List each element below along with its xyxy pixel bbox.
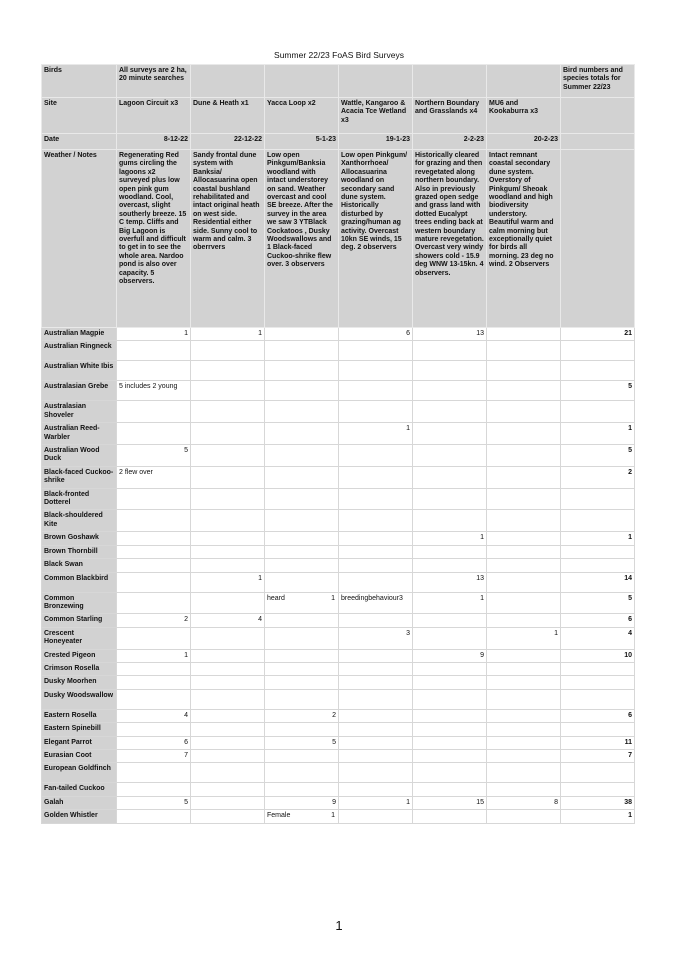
count-cell (265, 545, 339, 558)
bird-name: Eastern Spinebill (42, 723, 117, 736)
count-cell (191, 709, 265, 722)
count-cell (265, 510, 339, 532)
count-cell: 9 (265, 796, 339, 809)
count-cell (487, 510, 561, 532)
header-row-weather (42, 150, 635, 328)
count-cell (413, 423, 487, 445)
count-cell (265, 662, 339, 675)
count-cell (191, 749, 265, 762)
count-cell: 2 (265, 709, 339, 722)
count-cell: 3 (339, 627, 413, 649)
count-cell (117, 676, 191, 689)
total-cell (561, 763, 635, 783)
bird-name: Golden Whistler (42, 810, 117, 823)
survey-date: 19-1-23 (339, 134, 413, 150)
count-cell (487, 466, 561, 488)
weather-note: Low open Pinkgum/Banksia woodland with intact understorey on sand. Weather overcast and cool SE breeze. After the survey in the area we saw 3 YTBlack Cockatoos , Dusky Woodswallows and 1 Black-faced Cuckoo-shrike flew over. 3 observers (265, 150, 339, 328)
count-cell (413, 466, 487, 488)
count-cell (487, 783, 561, 796)
count-cell (487, 749, 561, 762)
count-cell (487, 532, 561, 545)
count-cell (191, 510, 265, 532)
count-cell: 4 (117, 709, 191, 722)
count-cell (339, 723, 413, 736)
total-cell: 5 (561, 381, 635, 401)
count-cell (413, 545, 487, 558)
count-cell (117, 423, 191, 445)
count-cell (191, 545, 265, 558)
header-row-site (42, 98, 635, 134)
total-cell (561, 689, 635, 709)
count-cell (265, 689, 339, 709)
totals-header: Bird numbers and species totals for Summer 22/23 (561, 65, 635, 98)
count-cell: 9 (413, 649, 487, 662)
count-cell (117, 763, 191, 783)
count-cell (265, 723, 339, 736)
bird-name: Dusky Woodswallow (42, 689, 117, 709)
count-cell (339, 676, 413, 689)
count-cell (339, 749, 413, 762)
site-name: Dune & Heath x1 (191, 98, 265, 134)
count-cell (487, 736, 561, 749)
count-cell (339, 532, 413, 545)
table-row (42, 466, 635, 488)
count-cell (339, 709, 413, 722)
total-cell: 7 (561, 749, 635, 762)
table-row (42, 689, 635, 709)
total-cell (561, 488, 635, 510)
bird-name: Common Blackbird (42, 572, 117, 592)
count-cell (191, 488, 265, 510)
count-cell (413, 763, 487, 783)
count-cell: 1 (413, 592, 487, 614)
count-cell (265, 572, 339, 592)
count-cell (191, 649, 265, 662)
total-cell (561, 341, 635, 361)
table-row (42, 736, 635, 749)
table-row (42, 662, 635, 675)
count-cell (191, 532, 265, 545)
count-cell (339, 572, 413, 592)
table-row (42, 614, 635, 627)
count-cell (487, 709, 561, 722)
count-cell (487, 676, 561, 689)
count-cell (191, 559, 265, 572)
count-cell: 6 (339, 328, 413, 341)
total-cell (561, 510, 635, 532)
bird-name: Fan-tailed Cuckoo (42, 783, 117, 796)
count-cell: 1 (339, 796, 413, 809)
bird-name: Crimson Rosella (42, 662, 117, 675)
count-cell (265, 763, 339, 783)
count-cell (265, 423, 339, 445)
count-cell (117, 510, 191, 532)
count-cell: 13 (413, 572, 487, 592)
count-cell (191, 381, 265, 401)
table-row (42, 592, 635, 614)
weather-note: Regenerating Red gums circling the lagoons x2 surveyed plus low open pink gum woodland. Cool, overcast, slight southerly breeze. 15 C temp. Cliffs and Big Lagoon is overfull and difficult to get in to see the whole area. Nardoo pond is also over capacity. 5 observers. (117, 150, 191, 328)
count-cell: 1 (117, 649, 191, 662)
count-cell (413, 488, 487, 510)
count-cell (191, 341, 265, 361)
count-cell (339, 649, 413, 662)
weather-note: Sandy frontal dune system with Banksia/ Allocasuarina open coastal bushland rehabilitated and intact original heath on west side. Residential either side. Sunny cool to warm and calm. 3 oberrvers (191, 150, 265, 328)
total-cell (561, 723, 635, 736)
count-cell (117, 559, 191, 572)
bird-name: Dusky Moorhen (42, 676, 117, 689)
date-label: Date (42, 134, 117, 150)
count-cell (191, 423, 265, 445)
table-row (42, 723, 635, 736)
total-cell: 4 (561, 627, 635, 649)
total-cell: 2 (561, 466, 635, 488)
count-cell (191, 466, 265, 488)
count-cell (339, 763, 413, 783)
count-cell (191, 810, 265, 823)
count-cell (265, 466, 339, 488)
count-cell (117, 662, 191, 675)
header-row-date (42, 134, 635, 150)
count-cell (191, 796, 265, 809)
count-cell: 7 (117, 749, 191, 762)
bird-name: Black-shouldered Kite (42, 510, 117, 532)
count-cell (339, 361, 413, 381)
table-row (42, 559, 635, 572)
count-cell (339, 510, 413, 532)
count-cell (117, 627, 191, 649)
survey-method-note: All surveys are 2 ha, 20 minute searches (117, 65, 191, 98)
count-cell (265, 649, 339, 662)
count-cell: 1 (117, 328, 191, 341)
count-cell (265, 783, 339, 796)
count-cell: 8 (487, 796, 561, 809)
count-cell (191, 627, 265, 649)
count-cell: 1 (191, 572, 265, 592)
count-cell (487, 614, 561, 627)
table-row (42, 361, 635, 381)
table-row (42, 709, 635, 722)
count-cell: 2 (117, 614, 191, 627)
count-cell (487, 763, 561, 783)
count-cell (487, 592, 561, 614)
weather-note: Intact remnant coastal secondary dune system. Overstory of Pinkgum/ Sheoak woodland and high biodiversity understory. Beautiful warm and calm morning but exceptionally quiet for birds all morning. 23 deg no wind. 2 Observers (487, 150, 561, 328)
count-cell (117, 488, 191, 510)
count-cell: 13 (413, 328, 487, 341)
count-cell (265, 749, 339, 762)
count-cell (117, 572, 191, 592)
count-cell (413, 559, 487, 572)
count-cell (117, 783, 191, 796)
table-row (42, 572, 635, 592)
bird-name: Australian Wood Duck (42, 445, 117, 467)
bird-name: Eastern Rosella (42, 709, 117, 722)
bird-name: Brown Goshawk (42, 532, 117, 545)
bird-survey-table (41, 64, 635, 824)
count-cell (265, 627, 339, 649)
count-cell (413, 662, 487, 675)
count-cell (487, 381, 561, 401)
count-cell: 1 (339, 423, 413, 445)
count-cell (265, 810, 339, 823)
count-cell (487, 423, 561, 445)
site-name: Yacca Loop x2 (265, 98, 339, 134)
count-cell (487, 361, 561, 381)
count-cell (339, 488, 413, 510)
count-cell: 1 (487, 627, 561, 649)
count-cell (339, 545, 413, 558)
survey-date: 22-12-22 (191, 134, 265, 150)
count-cell (487, 649, 561, 662)
bird-name: European Goldfinch (42, 763, 117, 783)
count-cell (191, 445, 265, 467)
table-row (42, 627, 635, 649)
count-cell (339, 381, 413, 401)
count-cell (339, 401, 413, 423)
page-number: 1 (335, 918, 343, 933)
count-cell (413, 381, 487, 401)
count-cell (117, 361, 191, 381)
count-cell (339, 689, 413, 709)
count-note: 2 flew over (117, 466, 191, 488)
total-cell (561, 559, 635, 572)
bird-name: Eurasian Coot (42, 749, 117, 762)
weather-note: Low open Pinkgum/ Xanthorrhoea/ Allocasuarina woodland on secondary sand dune system. Historically disturbed by grazing/human ag activity. Overcast 10kn SE winds, 15 deg. 2 observers (339, 150, 413, 328)
count-cell (413, 709, 487, 722)
count-cell (191, 689, 265, 709)
count-cell (117, 592, 191, 614)
table-row (42, 381, 635, 401)
count-cell (339, 614, 413, 627)
count-note: breedingbehaviour3 (339, 592, 413, 614)
count-cell (265, 592, 339, 614)
table-row (42, 763, 635, 783)
bird-name: Australian Reed-Warbler (42, 423, 117, 445)
count-cell (487, 328, 561, 341)
table-row (42, 445, 635, 467)
table-row (42, 488, 635, 510)
count-note: heard (267, 594, 285, 602)
count-cell (413, 736, 487, 749)
count-cell: 5 (265, 736, 339, 749)
count-cell (265, 676, 339, 689)
total-cell (561, 783, 635, 796)
bird-name: Black-faced Cuckoo-shrike (42, 466, 117, 488)
document-title: Summer 22/23 FoAS Bird Surveys (274, 50, 404, 60)
count-cell (339, 559, 413, 572)
count-cell: 6 (117, 736, 191, 749)
count-cell: 5 (117, 445, 191, 467)
count-cell (413, 689, 487, 709)
count-cell (265, 361, 339, 381)
table-row (42, 423, 635, 445)
bird-name: Australian Ringneck (42, 341, 117, 361)
table-row (42, 649, 635, 662)
count-cell (413, 510, 487, 532)
count-cell (487, 662, 561, 675)
count-value: 1 (331, 812, 335, 820)
count-cell (487, 559, 561, 572)
count-cell (117, 689, 191, 709)
count-note: Female (267, 812, 291, 820)
survey-date: 5-1-23 (265, 134, 339, 150)
bird-name: Australasian Shoveler (42, 401, 117, 423)
count-cell (339, 466, 413, 488)
total-cell: 5 (561, 445, 635, 467)
count-value: 1 (331, 594, 335, 602)
count-cell (265, 488, 339, 510)
count-cell (413, 361, 487, 381)
count-cell (339, 810, 413, 823)
weather-note: Historically cleared for grazing and then revegetated along northern boundary. Also in previously grazed open sedge and grass land with dotted Eucalypt trees ending back at western boundary mature revegetation. Overcast very windy showers cold - 15.9 deg WNW 13-15kn. 4 observers. (413, 150, 487, 328)
total-cell: 1 (561, 423, 635, 445)
count-cell (339, 341, 413, 361)
count-cell (487, 689, 561, 709)
count-cell (413, 723, 487, 736)
count-cell (487, 488, 561, 510)
count-cell: 4 (191, 614, 265, 627)
total-cell (561, 662, 635, 675)
count-cell (487, 445, 561, 467)
count-cell (413, 445, 487, 467)
count-cell (487, 401, 561, 423)
count-cell (265, 381, 339, 401)
bird-name: Crested Pigeon (42, 649, 117, 662)
table-row (42, 532, 635, 545)
count-cell (191, 723, 265, 736)
count-cell (265, 328, 339, 341)
total-cell: 6 (561, 614, 635, 627)
bird-name: Common Bronzewing (42, 592, 117, 614)
table-row (42, 783, 635, 796)
count-cell (117, 401, 191, 423)
count-cell: 1 (413, 532, 487, 545)
survey-date: 2-2-23 (413, 134, 487, 150)
count-cell (339, 783, 413, 796)
birds-label: Birds (42, 65, 117, 98)
total-cell: 1 (561, 810, 635, 823)
table-row (42, 810, 635, 823)
total-cell: 10 (561, 649, 635, 662)
count-cell (265, 341, 339, 361)
count-cell (339, 662, 413, 675)
bird-name: Brown Thornbill (42, 545, 117, 558)
total-cell: 5 (561, 592, 635, 614)
table-row (42, 341, 635, 361)
count-note: 5 includes 2 young (117, 381, 191, 401)
table-row (42, 401, 635, 423)
count-cell (191, 662, 265, 675)
bird-name: Crescent Honeyeater (42, 627, 117, 649)
table-row (42, 749, 635, 762)
total-cell (561, 545, 635, 558)
bird-name: Australasian Grebe (42, 381, 117, 401)
count-cell (191, 783, 265, 796)
count-cell (339, 736, 413, 749)
total-cell: 38 (561, 796, 635, 809)
site-name: MU6 and Kookaburra x3 (487, 98, 561, 134)
count-cell (265, 559, 339, 572)
count-cell (117, 532, 191, 545)
total-cell (561, 361, 635, 381)
count-cell (265, 445, 339, 467)
count-cell (487, 545, 561, 558)
table-row (42, 510, 635, 532)
count-cell (487, 723, 561, 736)
count-cell (413, 749, 487, 762)
count-cell (487, 341, 561, 361)
total-cell: 1 (561, 532, 635, 545)
count-cell (487, 810, 561, 823)
count-cell (265, 532, 339, 545)
site-name: Northern Boundary and Grasslands x4 (413, 98, 487, 134)
survey-date: 20-2-23 (487, 134, 561, 150)
count-cell: 1 (191, 328, 265, 341)
count-cell (413, 810, 487, 823)
bird-name: Common Starling (42, 614, 117, 627)
total-cell: 21 (561, 328, 635, 341)
count-cell (191, 676, 265, 689)
bird-name: Black-fronted Dotterel (42, 488, 117, 510)
count-cell (413, 614, 487, 627)
count-cell (117, 810, 191, 823)
count-cell (191, 736, 265, 749)
total-cell (561, 401, 635, 423)
table-row (42, 676, 635, 689)
count-cell (487, 572, 561, 592)
bird-name: Australian Magpie (42, 328, 117, 341)
count-cell (413, 401, 487, 423)
header-row-birds (42, 65, 635, 98)
total-cell: 14 (561, 572, 635, 592)
site-name: Wattle, Kangaroo & Acacia Tce Wetland x3 (339, 98, 413, 134)
survey-date: 8-12-22 (117, 134, 191, 150)
count-cell (117, 545, 191, 558)
table-row (42, 796, 635, 809)
count-cell (413, 341, 487, 361)
table-row (42, 545, 635, 558)
count-cell (413, 676, 487, 689)
count-cell (117, 341, 191, 361)
count-cell: 15 (413, 796, 487, 809)
count-cell (191, 592, 265, 614)
count-cell: 5 (117, 796, 191, 809)
total-cell: 6 (561, 709, 635, 722)
site-name: Lagoon Circuit x3 (117, 98, 191, 134)
count-cell (413, 783, 487, 796)
bird-name: Black Swan (42, 559, 117, 572)
count-cell (265, 614, 339, 627)
count-cell (413, 627, 487, 649)
bird-name: Galah (42, 796, 117, 809)
count-cell (191, 361, 265, 381)
total-cell (561, 676, 635, 689)
count-cell (117, 723, 191, 736)
weather-label: Weather / Notes (42, 150, 117, 328)
count-cell (191, 763, 265, 783)
count-cell (339, 445, 413, 467)
bird-name: Elegant Parrot (42, 736, 117, 749)
site-label: Site (42, 98, 117, 134)
total-cell: 11 (561, 736, 635, 749)
count-cell (265, 401, 339, 423)
count-cell (191, 401, 265, 423)
bird-name: Australian White Ibis (42, 361, 117, 381)
table-row (42, 328, 635, 341)
